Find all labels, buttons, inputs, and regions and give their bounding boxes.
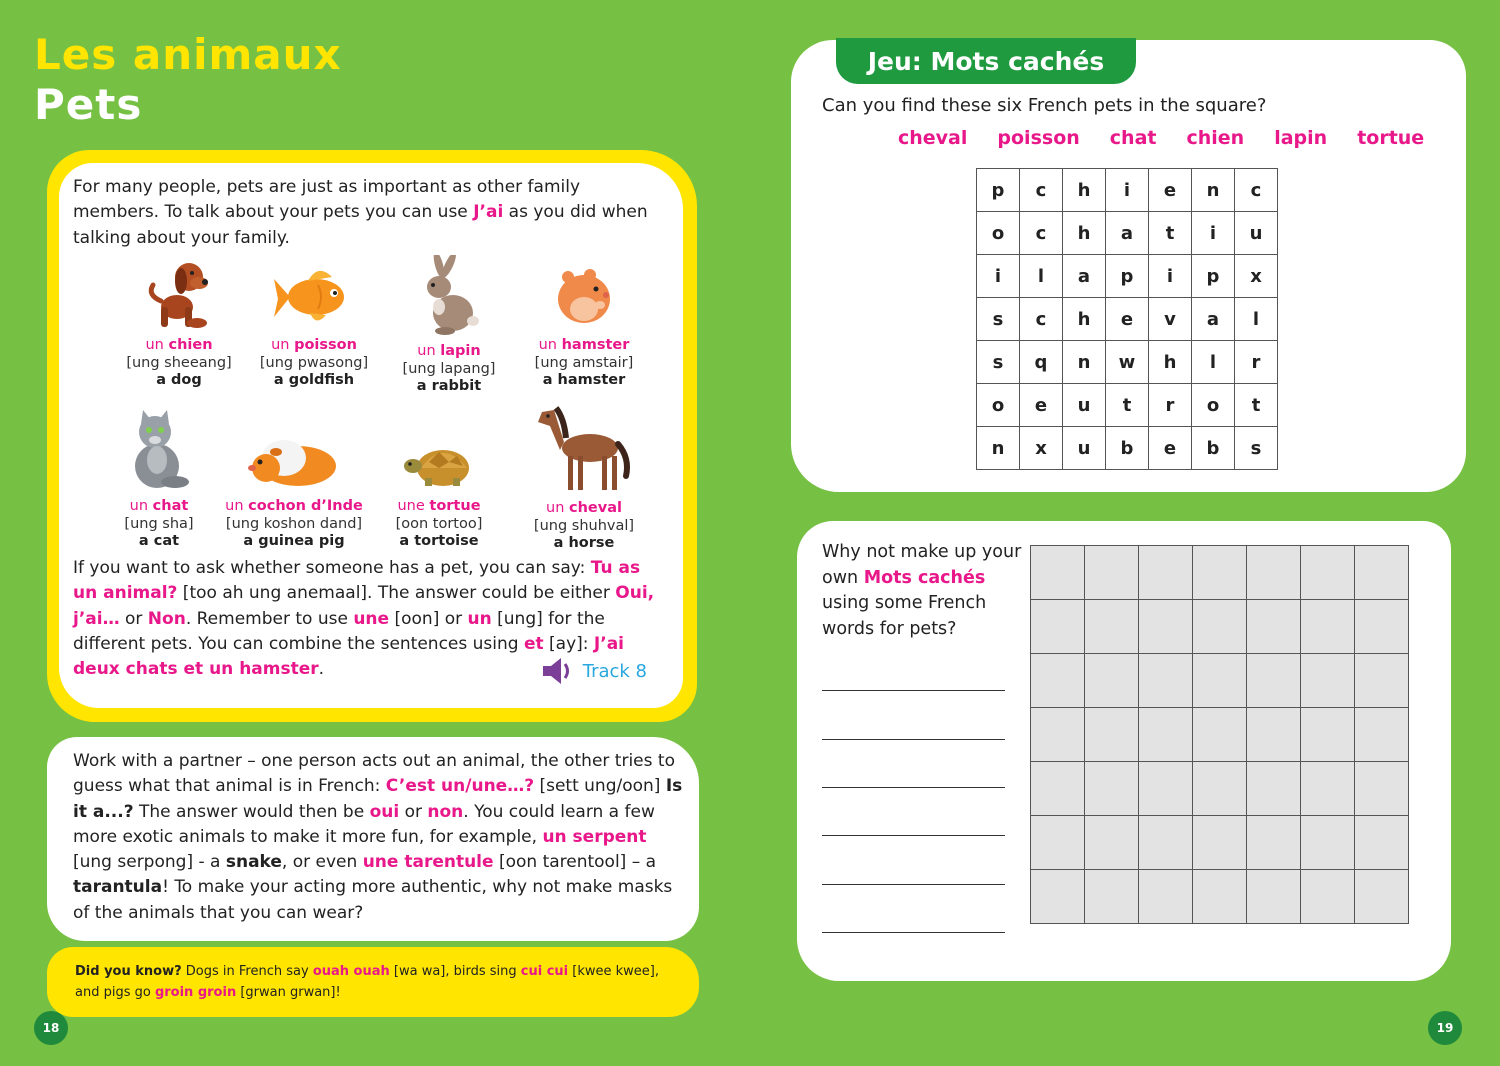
grid-letter-cell[interactable]: c: [1020, 212, 1063, 255]
blank-grid-cell[interactable]: [1355, 762, 1409, 816]
grid-letter-cell[interactable]: e: [1149, 169, 1192, 212]
blank-grid-cell[interactable]: [1301, 762, 1355, 816]
grid-letter-cell[interactable]: l: [1020, 255, 1063, 298]
grid-letter-cell[interactable]: s: [1235, 427, 1278, 470]
blank-grid-row: [1031, 654, 1409, 708]
word-search-word-list: [898, 127, 1424, 149]
grid-row: [977, 169, 1278, 212]
rabbit-icon: [409, 255, 489, 337]
blank-grid-cell[interactable]: [1193, 816, 1247, 870]
blank-grid-cell[interactable]: [1139, 708, 1193, 762]
word-item: chien: [1186, 127, 1245, 149]
grid-letter-cell[interactable]: w: [1106, 341, 1149, 384]
grid-letter-cell[interactable]: e: [1149, 427, 1192, 470]
grid-letter-cell[interactable]: h: [1149, 341, 1192, 384]
word-item: chat: [1109, 127, 1157, 149]
grid-letter-cell[interactable]: p: [977, 169, 1020, 212]
audio-track-button[interactable]: [539, 654, 647, 688]
pet-card-guinea-pig: un cochon d’Inde [ung koshon dand] a guinea pig: [224, 408, 364, 551]
word-item: cheval: [898, 127, 968, 149]
blank-grid-cell[interactable]: [1193, 870, 1247, 924]
blank-grid-cell[interactable]: [1301, 708, 1355, 762]
blank-grid-cell[interactable]: [1139, 600, 1193, 654]
blank-grid-cell[interactable]: [1031, 816, 1085, 870]
grid-letter-cell[interactable]: n: [1063, 341, 1106, 384]
blank-grid-cell[interactable]: [1355, 600, 1409, 654]
blank-grid-cell[interactable]: [1247, 708, 1301, 762]
grid-letter-cell[interactable]: p: [1106, 255, 1149, 298]
blank-grid-cell[interactable]: [1139, 816, 1193, 870]
blank-grid-cell[interactable]: [1031, 600, 1085, 654]
blank-grid-cell[interactable]: [1355, 546, 1409, 600]
grid-letter-cell[interactable]: u: [1063, 384, 1106, 427]
grid-letter-cell[interactable]: o: [977, 212, 1020, 255]
grid-letter-cell[interactable]: a: [1063, 255, 1106, 298]
blank-grid-cell[interactable]: [1193, 708, 1247, 762]
speaker-icon: [539, 654, 573, 688]
word-item: lapin: [1274, 127, 1328, 149]
blank-grid-cell[interactable]: [1193, 654, 1247, 708]
grid-letter-cell[interactable]: r: [1149, 384, 1192, 427]
grid-letter-cell[interactable]: c: [1020, 169, 1063, 212]
did-you-know-panel: [47, 947, 699, 1017]
tortoise-icon: [399, 408, 479, 492]
answer-line[interactable]: [822, 835, 1005, 836]
grid-letter-cell[interactable]: q: [1020, 341, 1063, 384]
grid-letter-cell[interactable]: h: [1063, 212, 1106, 255]
grid-letter-cell[interactable]: u: [1235, 212, 1278, 255]
grid-row: [977, 427, 1278, 470]
make-your-own-text: Why not make up your own Mots cachés using some French words for pets?: [822, 542, 1022, 639]
grid-letter-cell[interactable]: c: [1235, 169, 1278, 212]
blank-grid-cell[interactable]: [1301, 600, 1355, 654]
blank-grid-cell[interactable]: [1031, 708, 1085, 762]
blank-word-search-grid: [1030, 545, 1409, 924]
grid-row: [977, 298, 1278, 341]
blank-grid-cell[interactable]: [1247, 654, 1301, 708]
blank-grid-cell[interactable]: [1301, 870, 1355, 924]
pet-card-hamster: un hamster [ung amstair] a hamster: [514, 255, 654, 390]
grid-letter-cell[interactable]: i: [1192, 212, 1235, 255]
page-number-right: 19: [1428, 1011, 1462, 1045]
pets-intro-panel: [47, 150, 697, 722]
blank-grid-cell[interactable]: [1085, 600, 1139, 654]
blank-grid-cell[interactable]: [1031, 546, 1085, 600]
intro-paragraph: For many people, pets are just as important as other family members. To talk about your pets you can use J’ai as you did when talking about your family.: [73, 177, 648, 248]
blank-grid-cell[interactable]: [1247, 870, 1301, 924]
grid-letter-cell[interactable]: x: [1020, 427, 1063, 470]
answer-line[interactable]: [822, 787, 1005, 788]
page-number-left: 18: [34, 1011, 68, 1045]
partner-activity-panel: [47, 737, 699, 941]
pet-card-tortoise: une tortue [oon tortoo] a tortoise: [369, 408, 509, 551]
grid-letter-cell[interactable]: s: [977, 298, 1020, 341]
grid-row: [977, 255, 1278, 298]
answer-line[interactable]: [822, 932, 1005, 933]
grid-row: [977, 384, 1278, 427]
blank-grid-cell[interactable]: [1085, 654, 1139, 708]
grid-letter-cell[interactable]: i: [1106, 169, 1149, 212]
blank-grid-cell[interactable]: [1301, 654, 1355, 708]
partner-paragraph: Work with a partner – one person acts out an animal, the other tries to guess what that animal is in French: C’est un/une…? [sett ung/oon] Is it a...? The answer would then be oui or non. You could learn a few more exotic animals to make it more fun, for example, un serpent [ung serpong] - a snake, or even une tarentule [oon tarentool] – a tarantula! To make your acting more authentic, why not make masks of the animals that you can wear?: [73, 751, 683, 923]
blank-grid-cell[interactable]: [1247, 816, 1301, 870]
blank-grid-cell[interactable]: [1139, 654, 1193, 708]
word-item: poisson: [997, 127, 1080, 149]
grid-letter-cell[interactable]: n: [977, 427, 1020, 470]
blank-grid-cell[interactable]: [1247, 762, 1301, 816]
blank-grid-cell[interactable]: [1139, 762, 1193, 816]
grid-letter-cell[interactable]: v: [1149, 298, 1192, 341]
blank-grid-cell[interactable]: [1355, 708, 1409, 762]
grid-letter-cell[interactable]: e: [1106, 298, 1149, 341]
blank-grid-cell[interactable]: [1247, 546, 1301, 600]
blank-grid-row: [1031, 816, 1409, 870]
blank-grid-cell[interactable]: [1031, 870, 1085, 924]
grid-letter-cell[interactable]: t: [1149, 212, 1192, 255]
grid-letter-cell[interactable]: o: [1192, 384, 1235, 427]
grid-letter-cell[interactable]: c: [1020, 298, 1063, 341]
blank-grid-cell[interactable]: [1247, 600, 1301, 654]
blank-grid-cell[interactable]: [1193, 762, 1247, 816]
pet-card-goldfish: un poisson [ung pwasong] a goldfish: [244, 255, 384, 390]
answer-line[interactable]: [822, 884, 1005, 885]
grid-letter-cell[interactable]: i: [1149, 255, 1192, 298]
page-title-english: Pets: [34, 80, 143, 129]
blank-grid-row: [1031, 870, 1409, 924]
blank-grid-cell[interactable]: [1301, 546, 1355, 600]
horse-icon: [534, 398, 634, 494]
pet-card-rabbit: un lapin [ung lapang] a rabbit: [379, 255, 519, 396]
grid-letter-cell[interactable]: o: [977, 384, 1020, 427]
blank-grid-cell[interactable]: [1085, 708, 1139, 762]
grid-letter-cell[interactable]: l: [1192, 341, 1235, 384]
blank-grid-cell[interactable]: [1139, 870, 1193, 924]
game-title-tab: Jeu: Mots cachés: [836, 38, 1136, 84]
word-item: tortue: [1357, 127, 1425, 149]
did-you-know-text: Did you know? Dogs in French say ouah ouah [wa wa], birds sing cui cui [kwee kwee], and pigs go groin groin [grwan grwan]!: [75, 964, 660, 1000]
grid-letter-cell[interactable]: t: [1106, 384, 1149, 427]
blank-grid-cell[interactable]: [1085, 816, 1139, 870]
grid-row: [977, 212, 1278, 255]
pets-intro-inner: [59, 163, 683, 708]
blank-grid-cell[interactable]: [1139, 546, 1193, 600]
blank-grid-cell[interactable]: [1355, 654, 1409, 708]
blank-grid-row: [1031, 546, 1409, 600]
blank-grid-cell[interactable]: [1085, 870, 1139, 924]
grid-letter-cell[interactable]: a: [1106, 212, 1149, 255]
blank-grid-cell[interactable]: [1355, 870, 1409, 924]
grid-letter-cell[interactable]: i: [977, 255, 1020, 298]
goldfish-icon: [272, 255, 356, 331]
track-label: Track 8: [582, 660, 647, 682]
blank-grid-cell[interactable]: [1085, 762, 1139, 816]
ask-pet-paragraph: If you want to ask whether someone has a pet, you can say: Tu as un animal? [too ah ung anemaal]. The answer could be either Oui, j’ai… or Non. Remember to use une [oon] or un [ung] for the different pets. You can combine the sentences using et [ay]: J’ai deux chats et un hamster.: [73, 558, 655, 680]
grid-letter-cell[interactable]: h: [1063, 298, 1106, 341]
grid-letter-cell[interactable]: b: [1106, 427, 1149, 470]
guinea-pig-icon: [244, 408, 344, 492]
grid-letter-cell[interactable]: h: [1063, 169, 1106, 212]
blank-grid-cell[interactable]: [1301, 816, 1355, 870]
grid-letter-cell[interactable]: n: [1192, 169, 1235, 212]
grid-letter-cell[interactable]: e: [1020, 384, 1063, 427]
page-title-french: Les animaux: [34, 30, 342, 79]
blank-grid-cell[interactable]: [1031, 654, 1085, 708]
grid-letter-cell[interactable]: t: [1235, 384, 1278, 427]
answer-line[interactable]: [822, 690, 1005, 691]
grid-letter-cell[interactable]: p: [1192, 255, 1235, 298]
pet-card-dog: un chien [ung sheeang] a dog: [109, 255, 249, 390]
grid-letter-cell[interactable]: l: [1235, 298, 1278, 341]
grid-letter-cell[interactable]: b: [1192, 427, 1235, 470]
answer-line[interactable]: [822, 739, 1005, 740]
blank-grid-cell[interactable]: [1031, 762, 1085, 816]
word-search-question: Can you find these six French pets in the square?: [822, 95, 1267, 116]
pet-card-cat: un chat [ung sha] a cat: [89, 408, 229, 551]
blank-grid-row: [1031, 708, 1409, 762]
blank-grid-cell[interactable]: [1085, 546, 1139, 600]
blank-grid-cell[interactable]: [1193, 546, 1247, 600]
blank-grid-cell[interactable]: [1193, 600, 1247, 654]
grid-letter-cell[interactable]: a: [1192, 298, 1235, 341]
dog-icon: [139, 255, 219, 331]
grid-letter-cell[interactable]: r: [1235, 341, 1278, 384]
grid-letter-cell[interactable]: u: [1063, 427, 1106, 470]
blank-grid-row: [1031, 600, 1409, 654]
word-search-grid: [976, 168, 1278, 470]
cat-icon: [119, 408, 199, 492]
hamster-icon: [544, 255, 624, 331]
grid-letter-cell[interactable]: s: [977, 341, 1020, 384]
blank-grid-cell[interactable]: [1355, 816, 1409, 870]
pet-card-horse: un cheval [ung shuhval] a horse: [514, 398, 654, 553]
grid-row: [977, 341, 1278, 384]
grid-letter-cell[interactable]: x: [1235, 255, 1278, 298]
blank-grid-row: [1031, 762, 1409, 816]
